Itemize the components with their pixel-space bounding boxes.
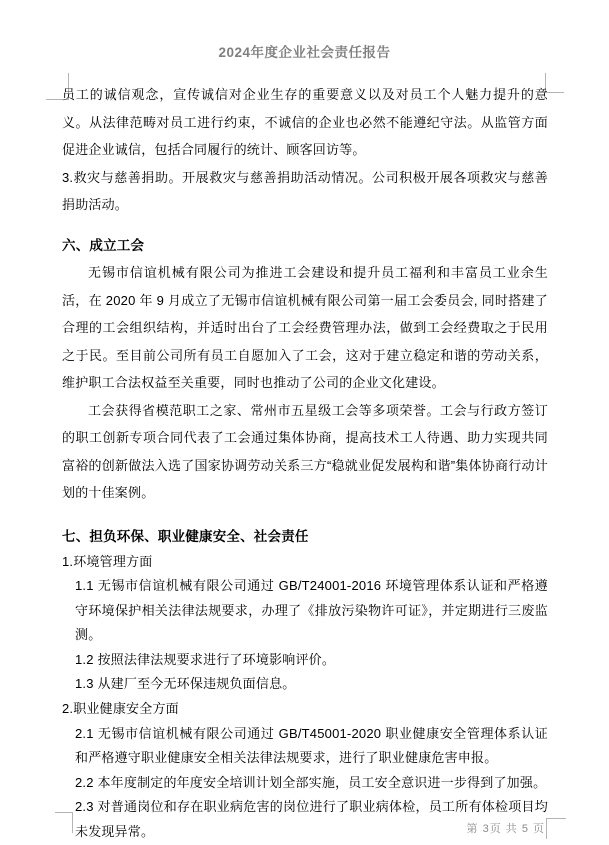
paragraph: 1.1 无锡市信谊机械有限公司通过 GB/T24001-2016 环境管理体系认证和严格遵守环境保护相关法律法规要求，办理了《排放污染物许可证》，并定期进行三废监测。 — [75, 578, 548, 643]
page-number-footer: 第 3页 共 5 页 — [466, 823, 545, 835]
paragraph: 2.2 本年度制定的年度安全培训计划全部实施，员工安全意识进一步得到了加强。 — [75, 774, 547, 790]
document-body — [62, 81, 548, 845]
section-heading: 六、成立工会 — [62, 237, 145, 253]
paragraph: 员工的诚信观念，宣传诚信对企业生存的重要意义以及对员工个人魅力提升的意义。从法律范畴对员工进行约束，不诚信的企业也必然不能遵纪守法。从监管方面促进企业诚信，包括合同履行的统计、顾客回访等。 — [62, 87, 548, 157]
section-heading: 七、担负环保、职业健康安全、社会责任 — [62, 528, 309, 544]
paragraph: 工会获得省模范职工之家、常州市五星级工会等多项荣誉。工会与行政方签订的职工创新专项合同代表了工会通过集体协商，提高技术工人待遇、助力实现共同富裕的创新做法入选了国家协调劳动关系三方“稳就业促发展构和谐”集体协商行动计划的十佳案例。 — [62, 402, 548, 500]
paragraph: 2.1 无锡市信谊机械有限公司通过 GB/T45001-2020 职业健康安全管理体系认证和严格遵守职业健康安全相关法律法规要求，进行了职业健康危害申报。 — [75, 725, 548, 766]
paragraph: 1.环境管理方面 — [62, 553, 153, 569]
paragraph: 2.职业健康安全方面 — [62, 701, 179, 717]
paragraph: 3.救灾与慈善捐助。开展救灾与慈善捐助活动情况。公司积极开展各项救灾与慈善捐助活动。 — [62, 169, 548, 212]
text-boundary-mark-bottom-right — [546, 818, 566, 839]
paragraph: 无锡市信谊机械有限公司为推进工会建设和提升员工福利和丰富员工业余生活，在 2020 年 9 月成立了无锡市信谊机械有限公司第一届工会委员会, 同时搭建了合理的工会组织结构，并适时出台了工会经费管理办法，做到工会经费取之于民用之于民。至目前公司所有员工自愿加入了工会，这对于建立稳定和谐的劳动关系，维护职工合法权益至关重要，同时也推动了公司的企业文化建设。 — [62, 265, 548, 390]
page-header-title: 2024年度企业社会责任报告 — [218, 45, 391, 60]
paragraph: 1.3 从建厂至今无环保违规负面信息。 — [75, 676, 296, 692]
paragraph: 1.2 按照法律法规要求进行了环境影响评价。 — [75, 651, 336, 667]
paragraph: 2.3 对普通岗位和存在职业病危害的岗位进行了职业病体检，员工所有体检项目均未发现异常。 — [75, 799, 548, 840]
